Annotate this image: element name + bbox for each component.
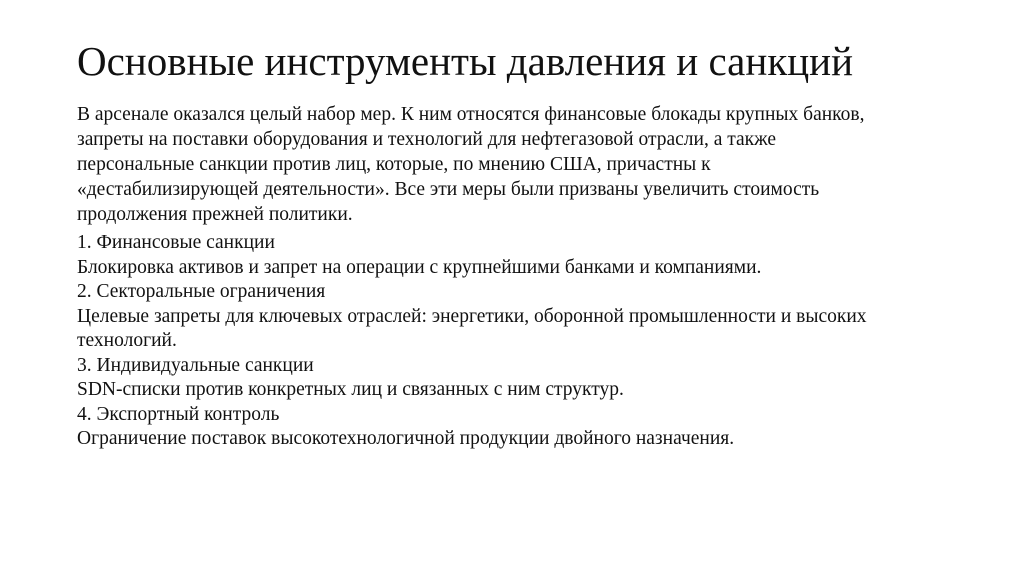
measure-heading: 1. Финансовые санкции	[77, 232, 275, 253]
intro-line: В арсенале оказался целый набор мер. К ним относятся финансовые блокады крупных банков,	[77, 104, 865, 125]
measure-item-financial	[77, 231, 957, 280]
measure-description	[77, 305, 957, 354]
intro-line: продолжения прежней политики.	[77, 204, 353, 225]
measure-item-export-control	[77, 403, 957, 452]
measure-description-line: SDN-списки против конкретных лиц и связанных с ним структур.	[77, 379, 624, 400]
measure-description-line: Ограничение поставок высокотехнологичной продукции двойного назначения.	[77, 428, 735, 449]
measures-list	[77, 231, 957, 452]
intro-line: персональные санкции против лиц, которые, по мнению США, причастны к	[77, 154, 711, 175]
measure-heading: 3. Индивидуальные санкции	[77, 354, 314, 376]
measure-heading: 4. Экспортный контроль	[77, 403, 280, 425]
measure-description-line: Целевые запреты для ключевых отраслей: энергетики, оборонной промышленности и высоких	[77, 305, 867, 327]
intro-paragraph	[77, 102, 957, 227]
slide-title: Основные инструменты давления и санкций	[77, 38, 854, 84]
measure-item-sectoral	[77, 280, 957, 354]
intro-line: запреты на поставки оборудования и технологий для нефтегазовой отрасли, а также	[77, 129, 776, 150]
measure-description-line: технологий.	[77, 330, 177, 351]
measure-heading: 2. Секторальные ограничения	[77, 281, 326, 302]
measure-description	[77, 378, 957, 403]
measure-item-individual	[77, 354, 957, 403]
measure-description-line: Блокировка активов и запрет на операции с крупнейшими банками и компаниями.	[77, 256, 762, 278]
measure-description	[77, 427, 957, 452]
intro-line: «дестабилизирующей деятельности». Все эти меры были призваны увеличить стоимость	[77, 179, 820, 200]
measure-description	[77, 256, 957, 281]
